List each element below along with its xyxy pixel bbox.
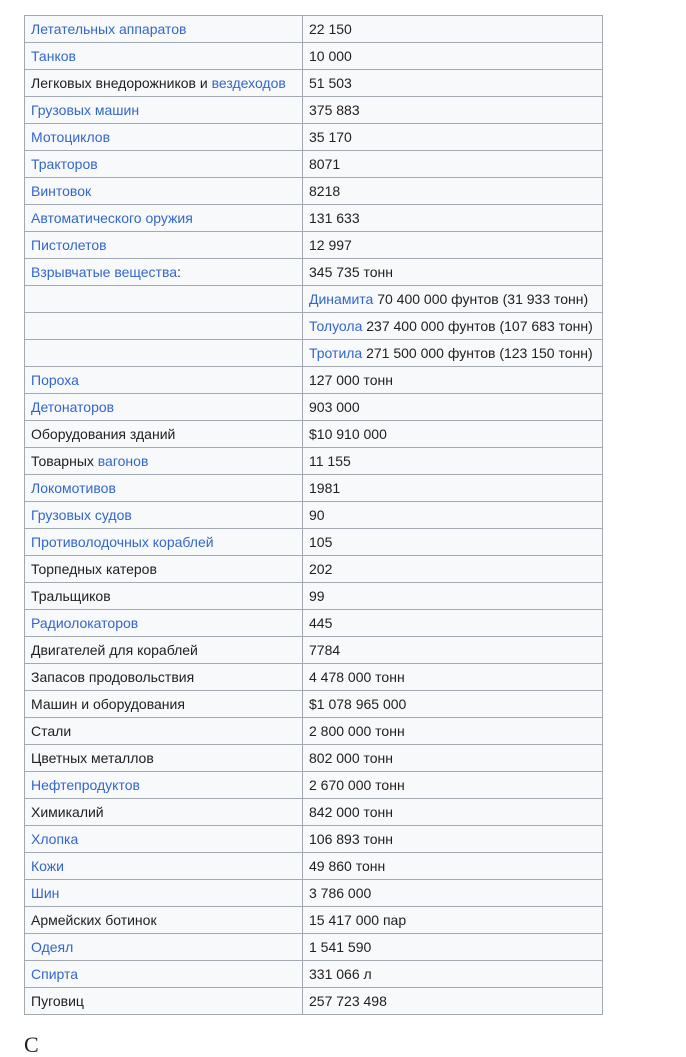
cell-text: 271 500 000 фунтов (123 150 тонн)	[362, 345, 593, 361]
table-row	[25, 745, 603, 772]
item-cell	[25, 448, 303, 475]
quantity-cell	[303, 475, 603, 502]
wiki-link[interactable]: Радиолокаторов	[31, 615, 139, 631]
cell-text: Пуговиц	[31, 993, 84, 1009]
quantity-cell	[303, 610, 603, 637]
quantity-cell	[303, 502, 603, 529]
wiki-link[interactable]: Пистолетов	[31, 237, 107, 253]
table-row	[25, 556, 603, 583]
cell-text: :	[177, 264, 181, 280]
quantity-cell	[303, 259, 603, 286]
quantity-cell	[303, 637, 603, 664]
cell-text: 842 000 тонн	[309, 804, 393, 820]
cell-text: 2 800 000 тонн	[309, 723, 405, 739]
table-row	[25, 367, 603, 394]
table-row	[25, 448, 603, 475]
item-cell	[25, 610, 303, 637]
table-row	[25, 205, 603, 232]
cell-text: 1 541 590	[309, 939, 372, 955]
item-cell	[25, 421, 303, 448]
next-paragraph-fragment: С	[24, 1032, 39, 1057]
table-row	[25, 853, 603, 880]
item-cell	[25, 691, 303, 718]
table-row	[25, 799, 603, 826]
quantity-cell	[303, 421, 603, 448]
cell-text: 237 400 000 фунтов (107 683 тонн)	[362, 318, 593, 334]
cell-text: 12 997	[309, 237, 352, 253]
quantity-cell	[303, 97, 603, 124]
cell-text: 15 417 000 пар	[309, 912, 407, 928]
wiki-link[interactable]: Кожи	[31, 858, 64, 874]
table-row	[25, 583, 603, 610]
table-row	[25, 988, 603, 1015]
quantity-cell	[303, 961, 603, 988]
wiki-link[interactable]: Шин	[31, 885, 60, 901]
table-row	[25, 313, 603, 340]
quantity-cell	[303, 799, 603, 826]
table-row	[25, 502, 603, 529]
cell-text: Оборудования зданий	[31, 426, 176, 442]
cell-text: 51 503	[309, 75, 352, 91]
quantity-cell	[303, 826, 603, 853]
table-row	[25, 286, 603, 313]
quantity-cell	[303, 16, 603, 43]
quantity-cell	[303, 988, 603, 1015]
quantity-cell	[303, 745, 603, 772]
table-row	[25, 610, 603, 637]
item-cell	[25, 259, 303, 286]
item-cell	[25, 151, 303, 178]
wiki-link[interactable]: Танков	[31, 48, 76, 64]
cell-text: Химикалий	[31, 804, 104, 820]
table-row	[25, 43, 603, 70]
cell-text: 331 066 л	[309, 966, 372, 982]
cell-text: 903 000	[309, 399, 360, 415]
cell-text: 70 400 000 фунтов (31 933 тонн)	[373, 291, 589, 307]
cell-text: 1981	[309, 480, 341, 496]
cell-text: 35 170	[309, 129, 352, 145]
cell-text: 375 883	[309, 102, 360, 118]
cell-text: Цветных металлов	[31, 750, 154, 766]
table-row	[25, 961, 603, 988]
cell-text: Товарных	[31, 453, 98, 469]
table-row	[25, 475, 603, 502]
table-row	[25, 718, 603, 745]
cell-text: 106 893 тонн	[309, 831, 393, 847]
cell-text: 90	[309, 507, 325, 523]
quantity-cell	[303, 556, 603, 583]
quantity-cell	[303, 313, 603, 340]
wiki-link[interactable]: Мотоциклов	[31, 129, 111, 145]
wiki-link[interactable]: Тротила	[309, 345, 363, 361]
item-cell	[25, 205, 303, 232]
quantity-cell	[303, 151, 603, 178]
quantity-cell	[303, 691, 603, 718]
quantity-cell	[303, 880, 603, 907]
cell-text: 131 633	[309, 210, 360, 226]
cell-text: Машин и оборудования	[31, 696, 185, 712]
wiki-link[interactable]: Противолодочных кораблей	[31, 534, 214, 550]
item-cell	[25, 340, 303, 367]
wiki-link[interactable]: Толуола	[309, 318, 363, 334]
table-row	[25, 637, 603, 664]
item-cell	[25, 70, 303, 97]
cell-text: 127 000 тонн	[309, 372, 393, 388]
cell-text: $1 078 965 000	[309, 696, 407, 712]
quantity-cell	[303, 853, 603, 880]
wiki-link[interactable]: Одеял	[31, 939, 74, 955]
table-row	[25, 826, 603, 853]
quantity-cell	[303, 907, 603, 934]
wiki-link[interactable]: Спирта	[31, 966, 79, 982]
item-cell	[25, 772, 303, 799]
item-cell	[25, 799, 303, 826]
item-cell	[25, 907, 303, 934]
cell-text: 802 000 тонн	[309, 750, 393, 766]
table-row	[25, 772, 603, 799]
quantity-cell	[303, 205, 603, 232]
quantity-cell	[303, 286, 603, 313]
quantity-cell	[303, 664, 603, 691]
quantity-cell	[303, 70, 603, 97]
quantity-cell	[303, 43, 603, 70]
cell-text: Тральщиков	[31, 588, 111, 604]
item-cell	[25, 502, 303, 529]
wiki-link[interactable]: Винтовок	[31, 183, 92, 199]
cell-text: 22 150	[309, 21, 352, 37]
item-cell	[25, 178, 303, 205]
cell-text: 3 786 000	[309, 885, 372, 901]
wiki-link[interactable]: Пороха	[31, 372, 79, 388]
item-cell	[25, 124, 303, 151]
item-cell	[25, 745, 303, 772]
cell-text: 105	[309, 534, 333, 550]
item-cell	[25, 367, 303, 394]
table-row	[25, 178, 603, 205]
item-cell	[25, 97, 303, 124]
cell-text: 4 478 000 тонн	[309, 669, 405, 685]
item-cell	[25, 394, 303, 421]
table-row	[25, 934, 603, 961]
table-row	[25, 421, 603, 448]
quantity-cell	[303, 232, 603, 259]
item-cell	[25, 313, 303, 340]
table-row	[25, 259, 603, 286]
table-row	[25, 124, 603, 151]
item-cell	[25, 232, 303, 259]
quantity-cell	[303, 367, 603, 394]
cell-text: 345 735 тонн	[309, 264, 393, 280]
cell-text: 7784	[309, 642, 341, 658]
quantity-cell	[303, 529, 603, 556]
item-cell	[25, 718, 303, 745]
table-row	[25, 664, 603, 691]
item-cell	[25, 853, 303, 880]
wiki-link[interactable]: Грузовых судов	[31, 507, 132, 523]
item-cell	[25, 961, 303, 988]
item-cell	[25, 826, 303, 853]
cell-text: 257 723 498	[309, 993, 387, 1009]
item-cell	[25, 16, 303, 43]
item-cell	[25, 664, 303, 691]
cell-text: Торпедных катеров	[31, 561, 157, 577]
cell-text: 8218	[309, 183, 341, 199]
quantity-cell	[303, 124, 603, 151]
cell-text: Легковых внедорожников и	[31, 75, 212, 91]
wiki-link[interactable]: Тракторов	[31, 156, 98, 172]
table-row	[25, 340, 603, 367]
cell-text: 99	[309, 588, 325, 604]
wiki-link[interactable]: Динамита	[309, 291, 374, 307]
quantity-cell	[303, 583, 603, 610]
wiki-link[interactable]: Нефтепродуктов	[31, 777, 140, 793]
wiki-link[interactable]: Автоматического оружия	[31, 210, 193, 226]
table-row	[25, 880, 603, 907]
lend-lease-table	[24, 15, 603, 1015]
wiki-link[interactable]: вагонов	[97, 453, 149, 469]
quantity-cell	[303, 934, 603, 961]
quantity-cell	[303, 448, 603, 475]
table-row	[25, 394, 603, 421]
cell-text: Стали	[31, 723, 72, 739]
cell-text: Армейских ботинок	[31, 912, 157, 928]
item-cell	[25, 880, 303, 907]
table-row	[25, 232, 603, 259]
cell-text: Запасов продовольствия	[31, 669, 195, 685]
wiki-link[interactable]: вездеходов	[211, 75, 286, 91]
cell-text: 445	[309, 615, 333, 631]
cell-text: Двигателей для кораблей	[31, 642, 198, 658]
cell-text: $10 910 000	[309, 426, 387, 442]
wiki-link[interactable]: Хлопка	[31, 831, 79, 847]
cell-text: 2 670 000 тонн	[309, 777, 405, 793]
wiki-link[interactable]: Грузовых машин	[31, 102, 140, 118]
item-cell	[25, 934, 303, 961]
item-cell	[25, 637, 303, 664]
cell-text: 10 000	[309, 48, 352, 64]
cell-text: 49 860 тонн	[309, 858, 386, 874]
cell-text: 202	[309, 561, 333, 577]
item-cell	[25, 475, 303, 502]
item-cell	[25, 43, 303, 70]
item-cell	[25, 529, 303, 556]
table-row	[25, 151, 603, 178]
cell-text: 8071	[309, 156, 341, 172]
table-body	[25, 16, 603, 1015]
wiki-link[interactable]: Летательных аппаратов	[31, 21, 187, 37]
table-row	[25, 691, 603, 718]
quantity-cell	[303, 340, 603, 367]
table-row	[25, 907, 603, 934]
quantity-cell	[303, 178, 603, 205]
item-cell	[25, 556, 303, 583]
wiki-link[interactable]: Локомотивов	[31, 480, 116, 496]
table-row	[25, 70, 603, 97]
item-cell	[25, 286, 303, 313]
cell-text: 11 155	[309, 453, 351, 469]
table-row	[25, 529, 603, 556]
table-row	[25, 16, 603, 43]
table-row	[25, 97, 603, 124]
quantity-cell	[303, 718, 603, 745]
wiki-link[interactable]: Взрывчатые вещества	[31, 264, 178, 280]
item-cell	[25, 988, 303, 1015]
quantity-cell	[303, 394, 603, 421]
quantity-cell	[303, 772, 603, 799]
wiki-link[interactable]: Детонаторов	[31, 399, 115, 415]
item-cell	[25, 583, 303, 610]
